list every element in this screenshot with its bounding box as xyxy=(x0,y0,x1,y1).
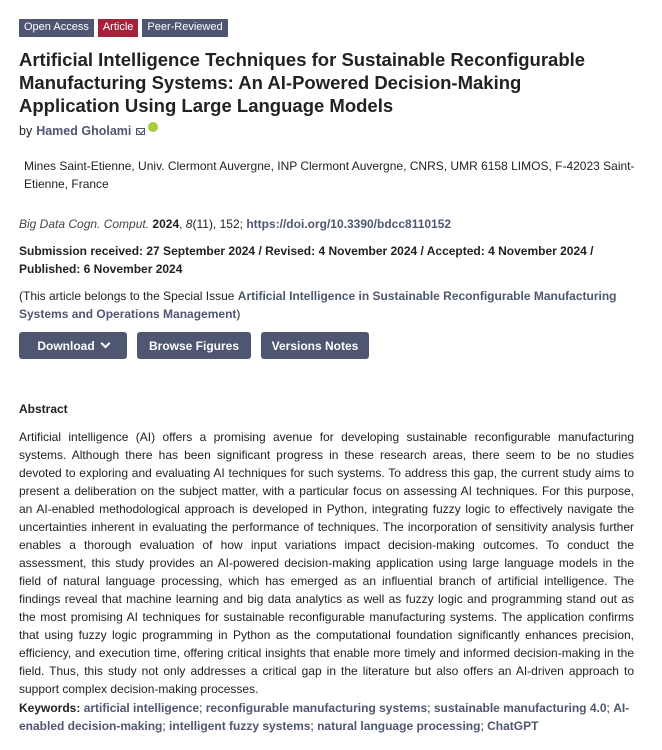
author-link[interactable]: Hamed Gholami xyxy=(36,124,132,138)
download-button[interactable] xyxy=(19,332,127,359)
mail-icon[interactable] xyxy=(136,128,145,135)
citation-volume: 8 xyxy=(185,217,193,231)
doi-link[interactable]: https://doi.org/10.3390/bdcc8110152 xyxy=(246,217,452,231)
article-type-badge: Article xyxy=(98,19,139,37)
special-issue-note xyxy=(19,287,639,323)
keyword-link[interactable]: sustainable manufacturing 4.0 xyxy=(433,701,607,715)
keywords-label: Keywords: xyxy=(19,701,81,715)
abstract-heading: Abstract xyxy=(19,402,68,416)
download-label: Download xyxy=(37,338,95,353)
keyword-link[interactable]: reconfigurable manufacturing systems xyxy=(205,701,428,715)
open-access-badge[interactable]: Open Access xyxy=(19,19,94,37)
special-issue-link[interactable]: Artificial Intelligence in Sustainable Reconfigurable Manufacturing Systems and Operations Management xyxy=(19,289,617,321)
special-issue-suffix: ) xyxy=(236,307,241,321)
action-buttons xyxy=(19,332,369,359)
orcid-icon[interactable] xyxy=(148,122,158,132)
keyword-link[interactable]: natural language processing xyxy=(317,719,481,733)
journal-name: Big Data Cogn. Comput. xyxy=(19,217,150,231)
byline-prefix: by xyxy=(19,124,33,138)
keyword-link[interactable]: AI-enabled decision-making xyxy=(19,701,630,733)
special-issue-prefix: (This article belongs to the Special Issue xyxy=(19,289,238,303)
keywords: Keywords: artificial intelligence; reconfigurable manufacturing systems; sustainable manufacturing 4.0; AI-enabled decision-making; intelligent fuzzy systems; natural language processing; ChatGPT xyxy=(19,701,630,733)
citation-year: 2024 xyxy=(152,217,180,231)
citation-issue-pages: (11), 152; xyxy=(192,217,243,231)
abstract-text: Artificial intelligence (AI) offers a promising avenue for developing sustainable reconfigurable manufacturing systems. Although there has been significant progress in these research areas, there seem to be no studies devoted to exploring and evaluating AI techniques for such systems. To address this gap, the current study aims to present a deliberation on the subject matter, with a particular focus on assessing AI techniques. For this purpose, an AI-enabled methodological approach is developed in Python, integrating fuzzy logic to effectively navigate the uncertainties inherent in evaluating the performance of techniques. The incorporation of sensitivity analysis further enables a thorough evaluation of how input variations impact decision-making outcomes. To conduct the assessment, this study provides an AI-powered decision-making application using large language models in the field of natural language processing, which has emerged as an influential branch of artificial intelligence. The findings reveal that machine learning and big data analytics as well as fuzzy logic and programming stand out as the most promising AI techniques for sustainable reconfigurable manufacturing systems. The application confirms that using fuzzy logic programming in Python as the computational foundation significantly enhances precision, efficiency, and execution time, offering critical insights that enable more timely and informed decision-making in the field. Thus, this study not only addresses a critical gap in the literature but also offers an AI-driven approach to support complex decision-making processes. xyxy=(19,430,634,696)
citation: Big Data Cogn. Comput. 2024, 8(11), 152; https://doi.org/10.3390/bdcc8110152 xyxy=(19,217,452,231)
keyword-link[interactable]: intelligent fuzzy systems xyxy=(169,719,311,733)
publication-dates: Submission received: 27 September 2024 / Revised: 4 November 2024 / Accepted: 4 November 2024 / Published: 6 November 2024 xyxy=(19,244,594,276)
affiliation: Mines Saint-Etienne, Univ. Clermont Auvergne, INP Clermont Auvergne, CNRS, UMR 6158 LIMOS, F-42023 Saint-Etienne, France xyxy=(24,159,635,191)
keyword-link[interactable]: ChatGPT xyxy=(487,719,539,733)
versions-notes-button[interactable]: Versions Notes xyxy=(261,332,369,359)
peer-reviewed-badge[interactable]: Peer-Reviewed xyxy=(142,19,227,37)
byline xyxy=(19,124,158,138)
badge-row xyxy=(19,19,228,37)
chevron-down-icon xyxy=(100,339,110,349)
browse-figures-button[interactable]: Browse Figures xyxy=(137,332,251,359)
keyword-link[interactable]: artificial intelligence xyxy=(83,701,200,715)
article-title: Artificial Intelligence Techniques for Sustainable Reconfigurable Manufacturing Systems: An AI-Powered Decision-Making Application Using Large Language Models xyxy=(19,49,586,116)
